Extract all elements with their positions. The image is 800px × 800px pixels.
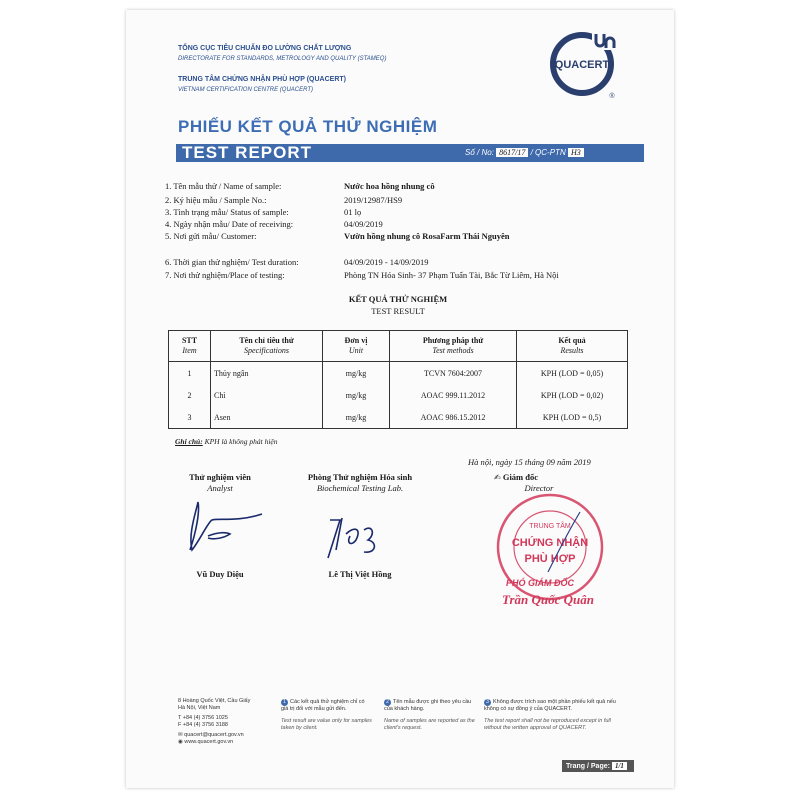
field-label: 6. Thời gian thử nghiệm/ Test duration: — [165, 257, 299, 267]
email: quacert@quacert.gov.vn — [184, 732, 244, 738]
col-stt: STT Item — [169, 331, 211, 362]
table-header-row — [169, 331, 628, 362]
table-row — [169, 406, 628, 429]
field-label: 5. Nơi gửi mẫu/ Customer: — [165, 231, 257, 241]
col-result: Kết quả Results — [517, 331, 628, 362]
report-number — [465, 148, 584, 158]
results-table — [168, 330, 628, 429]
director-name: Trần Quốc Quân — [502, 592, 594, 607]
cell-name: Thủy ngân — [211, 362, 323, 385]
field-sample-name — [165, 181, 435, 191]
registered-mark: ® — [609, 93, 615, 100]
cell-unit: mg/kg — [323, 406, 390, 429]
tel: T +84 (4) 3756 1025 — [178, 715, 228, 721]
director-icon: ✍ — [494, 473, 501, 482]
lab-name: Lê Thị Việt Hồng — [328, 569, 392, 579]
center-name-en: VIETNAM CERTIFICATION CENTRE (QUACERT) — [178, 87, 314, 93]
web-icon: ◉ — [178, 739, 183, 745]
result-title-vn: KẾT QUẢ THỬ NGHIỆM — [348, 294, 448, 304]
analyst-title: Thử nghiệm viên — [189, 472, 251, 482]
field-value: Vườn hồng nhung cô RosaFarm Thái Nguyên — [344, 231, 510, 241]
analyst-sub: Analyst — [207, 483, 233, 493]
field-value: 04/09/2019 — [344, 219, 383, 229]
director-title: ✍ Giám đốc — [494, 472, 539, 482]
logo-text: QUACERT — [554, 59, 610, 71]
result-title-en: TEST RESULT — [371, 306, 425, 316]
field-value: 01 lọ — [344, 207, 362, 217]
field-label: 1. Tên mẫu thử / Name of sample: — [165, 181, 282, 191]
field-label: 7. Nơi thử nghiệm/Place of testing: — [165, 270, 285, 280]
report-title-vn: PHIẾU KẾT QUẢ THỬ NGHIỆM — [178, 117, 438, 136]
note — [175, 437, 278, 446]
field-value: Phòng TN Hóa Sinh- 37 Phạm Tuấn Tài, Bắc Từ Liêm, Hà Nội — [344, 270, 559, 280]
org-name-vn: TỔNG CỤC TIÊU CHUẨN ĐO LƯỜNG CHẤT LƯỢNG — [178, 45, 352, 52]
svg-text:TRUNG TÂM: TRUNG TÂM — [529, 523, 571, 530]
cell-name: Chì — [211, 384, 323, 406]
cell-result: KPH (LOD = 0,05) — [517, 362, 628, 385]
lab-signature — [316, 500, 396, 566]
footer-note-2: 2 Tên mẫu được ghi theo yêu cầu của khách hàng. Name of samples are reported as the client's request. — [384, 699, 475, 731]
footer-note-1: 1 Các kết quả thử nghiệm chỉ có giá trị đối với mẫu gửi đến. Test result are value only for samples taken by client. — [281, 699, 372, 731]
field-place-testing — [165, 270, 559, 280]
table-row — [169, 362, 628, 385]
director-sub: Director — [524, 483, 554, 493]
email-icon: ✉ — [178, 732, 183, 738]
field-test-duration — [165, 257, 429, 267]
fax: F +84 (4) 3756 3188 — [178, 722, 228, 728]
field-status — [165, 207, 362, 217]
director-role: PHÓ GIÁM ĐỐC — [506, 578, 575, 588]
field-value: 04/09/2019 - 14/09/2019 — [344, 257, 429, 267]
report-number-value: 8617/17 — [496, 148, 528, 157]
analyst-signature — [178, 492, 268, 564]
page-number: Trang / Page: 1/1 — [562, 760, 634, 772]
cell-unit: mg/kg — [323, 362, 390, 385]
field-label: 3. Tình trạng mẫu/ Status of sample: — [165, 207, 289, 217]
report-number-hand: H3 — [568, 148, 584, 157]
org-name-en: DIRECTORATE FOR STANDARDS, METROLOGY AND QUALITY (STAMEQ) — [178, 56, 387, 62]
lab-title: Phòng Thử nghiệm Hóa sinh — [307, 472, 413, 482]
cell-method: TCVN 7604:2007 — [390, 362, 517, 385]
col-unit: Đơn vị Unit — [323, 331, 390, 362]
field-date-receiving — [165, 219, 383, 229]
analyst-name: Vũ Duy Diệu — [196, 569, 244, 579]
cell-result: KPH (LOD = 0,02) — [517, 384, 628, 406]
cell-method: AOAC 999.11.2012 — [390, 384, 517, 406]
svg-text:PHÙ HỢP: PHÙ HỢP — [524, 553, 576, 565]
report-title-en: TEST REPORT — [182, 143, 313, 162]
cell-unit: mg/kg — [323, 384, 390, 406]
field-value: Nước hoa hồng nhung cô — [344, 181, 435, 191]
field-customer — [165, 231, 510, 241]
field-value: 2019/12987/HS9 — [344, 195, 403, 205]
cell-stt: 3 — [169, 406, 211, 429]
col-method: Phương pháp thử Test methods — [390, 331, 517, 362]
table-row — [169, 384, 628, 406]
field-sample-no — [165, 195, 403, 205]
report-number-suffix: / QC-PTN — [530, 148, 566, 157]
col-spec: Tên chỉ tiêu thử Specifications — [211, 331, 323, 362]
lab-sub: Biochemical Testing Lab. — [316, 483, 404, 493]
note-text: KPH là không phát hiện — [204, 437, 278, 446]
field-label: 4. Ngày nhận mẫu/ Date of receiving: — [165, 219, 294, 229]
cell-stt: 1 — [169, 362, 211, 385]
date-line: Hà nội, ngày 15 tháng 09 năm 2019 — [468, 457, 591, 467]
cell-name: Asen — [211, 406, 323, 429]
svg-text:CHỨNG NHẬN: CHỨNG NHẬN — [511, 537, 589, 549]
footer-note-3: 3 Không được trích sao một phần phiếu kết quả nếu không có sự đồng ý của QUACERT. The test report shall not be reproduced except in full without the written approval of QUACERT. — [484, 699, 616, 731]
footer-address — [178, 698, 250, 746]
center-name-vn: TRUNG TÂM CHỨNG NHẬN PHÙ HỢP (QUACERT) — [178, 76, 346, 83]
address-line: 8 Hoàng Quốc Việt, Cầu Giấy — [178, 698, 251, 704]
cell-stt: 2 — [169, 384, 211, 406]
quacert-logo — [548, 24, 618, 100]
field-label: 2. Ký hiệu mẫu / Sample No.: — [165, 195, 267, 205]
website: www.quacert.gov.vn — [184, 739, 234, 745]
report-number-label: Số / No: — [465, 148, 494, 157]
cell-result: KPH (LOD = 0,5) — [517, 406, 628, 429]
address-line: Hà Nội, Việt Nam — [178, 705, 221, 711]
note-label: Ghi chú: — [175, 437, 203, 446]
cell-method: AOAC 986.15.2012 — [390, 406, 517, 429]
